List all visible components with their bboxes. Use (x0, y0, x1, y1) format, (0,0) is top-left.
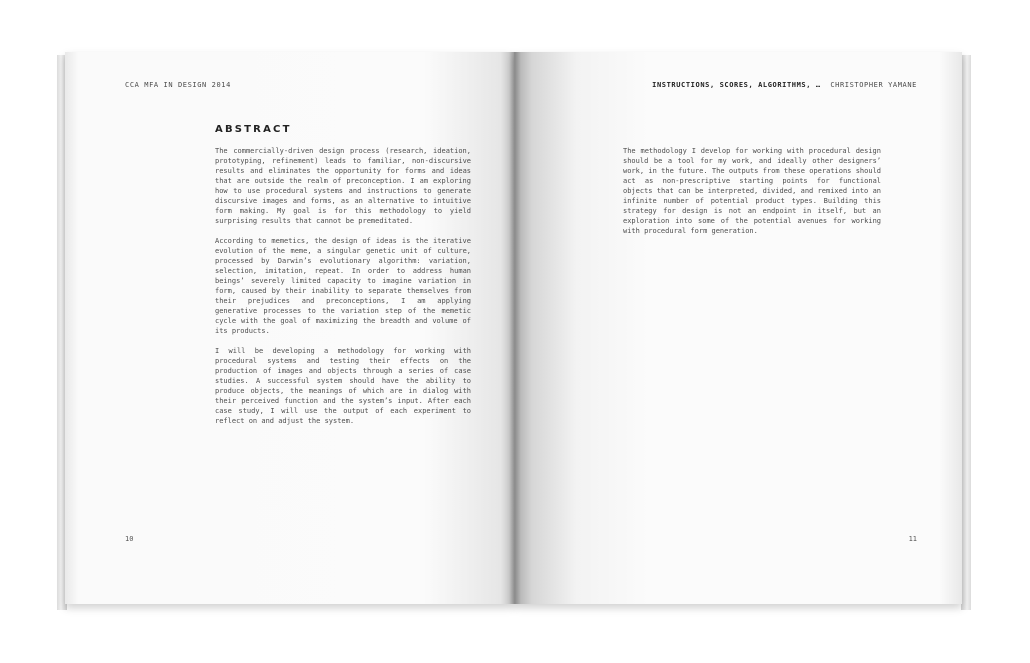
right-running-header (652, 81, 917, 89)
paragraph: According to memetics, the design of ideas is the iterative evolution of the meme, a singular genetic unit of culture, processed by Darwin’s evolutionary algorithm: variation, selection, imitation, repeat. In order to address human beings’ severely limited capacity to imagine variation in form, caused by their inability to separate themselves from their prejudices and preconceptions, I am applying generative processes to the variation step of the memetic cycle with the goal of maximizing the breadth and volume of its products. (215, 237, 471, 335)
paragraph: The commercially-driven design process (research, ideation, prototyping, refinement) leads to familiar, non-discursive results and eliminates the opportunity for forms and ideas that are outside the realm of preconception. I am exploring how to use procedural systems and instructions to generate discursive images and forms, as an alternative to intuitive form making. My goal is for this methodology to yield surprising results that cannot be premeditated. (215, 147, 471, 225)
left-body-text (215, 146, 471, 436)
spine-gutter (509, 52, 521, 604)
open-book (57, 52, 971, 610)
left-running-header: CCA MFA IN DESIGN 2014 (125, 81, 231, 89)
abstract-heading: ABSTRACT (215, 124, 292, 135)
author-name: CHRISTOPHER YAMANE (830, 81, 917, 89)
right-body-text (623, 146, 881, 246)
left-page-number: 10 (125, 535, 134, 543)
right-page-edges (961, 55, 971, 610)
left-page (65, 52, 514, 604)
right-page-number: 11 (908, 535, 917, 543)
book-title: INSTRUCTIONS, SCORES, ALGORITHMS, … (652, 81, 821, 89)
paragraph: I will be developing a methodology for working with procedural systems and testing their effects on the production of images and objects through a series of case studies. A successful system should have the ability to produce objects, the meanings of which are in dialog with their perceived function and the system’s input. After each case study, I will use the output of each experiment to reflect on and adjust the system. (215, 347, 471, 425)
paragraph: The methodology I develop for working with procedural design should be a tool for my work, and ideally other designers’ work, in the future. The outputs from these operations should act as non-prescriptive starting points for functional objects that can be interpreted, divided, and remixed into an infinite number of potential product types. Building this strategy for design is not an endpoint in itself, but an exploration into some of the potential avenues for working with procedural form generation. (623, 147, 881, 235)
right-page (514, 52, 962, 604)
